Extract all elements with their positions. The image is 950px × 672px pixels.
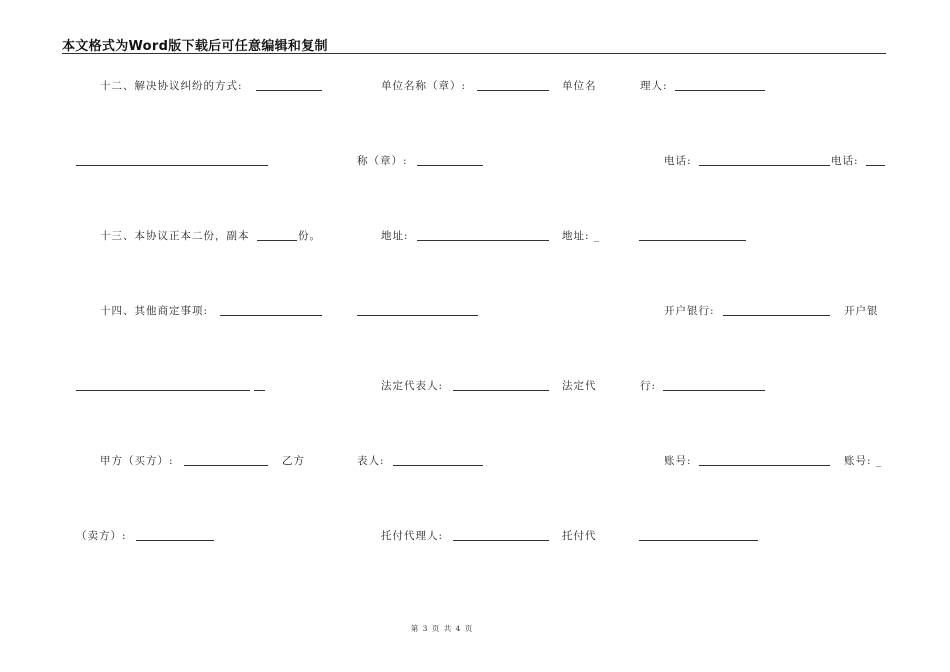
clause-12-blank (256, 90, 322, 91)
address-blank-2 (639, 240, 746, 241)
address-label-1: 地址: (381, 230, 409, 242)
unit-blank-mid (357, 315, 478, 316)
clause-14-label: 十四、其他商定事项: (100, 305, 209, 317)
other-matters-blank-tail (254, 390, 265, 391)
clause-13-label: 十三、本协议正本二份，副本 (100, 230, 250, 242)
document-header-title: 本文格式为Word版下载后可任意编辑和复制 (62, 39, 328, 54)
bank-label-2: 开户银 (844, 305, 879, 317)
party-a-blank (184, 465, 268, 466)
legal-rep-suffix-label: 表人: (357, 455, 385, 467)
agent-label-a: 理人: (640, 80, 668, 92)
bank-label-2-suffix: 行: (640, 380, 657, 392)
clause-12-label: 十二、解决协议纠纷的方式: (100, 80, 243, 92)
header-rule (62, 53, 886, 54)
legal-rep-blank-a (393, 465, 483, 466)
unit-name-seal-label: 单位名称（章）: (381, 80, 467, 92)
agent-blank (453, 540, 549, 541)
other-matters-blank (76, 390, 250, 391)
unit-name-label-b: 单位名 (562, 80, 597, 92)
seller-blank (136, 540, 214, 541)
seller-label: （卖方）: (76, 530, 127, 542)
account-label-2: 账号: _ (844, 455, 883, 467)
name-seal-label: 称（章）: (357, 155, 408, 167)
dispute-resolution-blank (76, 165, 268, 166)
phone-blank-2 (866, 165, 885, 166)
clause-14-blank (220, 315, 322, 316)
bank-blank-1 (723, 315, 830, 316)
legal-rep-label: 法定代表人: (381, 380, 444, 392)
agent-label: 托付代理人: (381, 530, 444, 542)
address-label-2: 地址: _ (562, 230, 601, 242)
phone-label-2: 电话: (831, 155, 859, 167)
name-seal-blank (417, 165, 483, 166)
legal-rep-blank (453, 390, 549, 391)
agent-label-b: 托付代 (562, 530, 597, 542)
page-number: 第 3 页 共 4 页 (410, 624, 474, 633)
account-blank-1 (699, 465, 830, 466)
copies-blank (257, 240, 297, 241)
agent-blank-a (675, 90, 765, 91)
unit-name-seal-blank (477, 90, 549, 91)
address-blank-1 (417, 240, 549, 241)
account-label-1: 账号: (664, 455, 692, 467)
phone-label-1: 电话: (664, 155, 692, 167)
agent-blank-b (639, 540, 758, 541)
party-b-label: 乙方 (282, 455, 305, 467)
bank-label-1: 开户银行: (664, 305, 715, 317)
party-a-label: 甲方（买方）: (100, 455, 174, 467)
clause-13-suffix: 份。 (298, 230, 321, 242)
bank-blank-2 (663, 390, 765, 391)
phone-blank-1 (699, 165, 830, 166)
legal-rep-label-b: 法定代 (562, 380, 597, 392)
